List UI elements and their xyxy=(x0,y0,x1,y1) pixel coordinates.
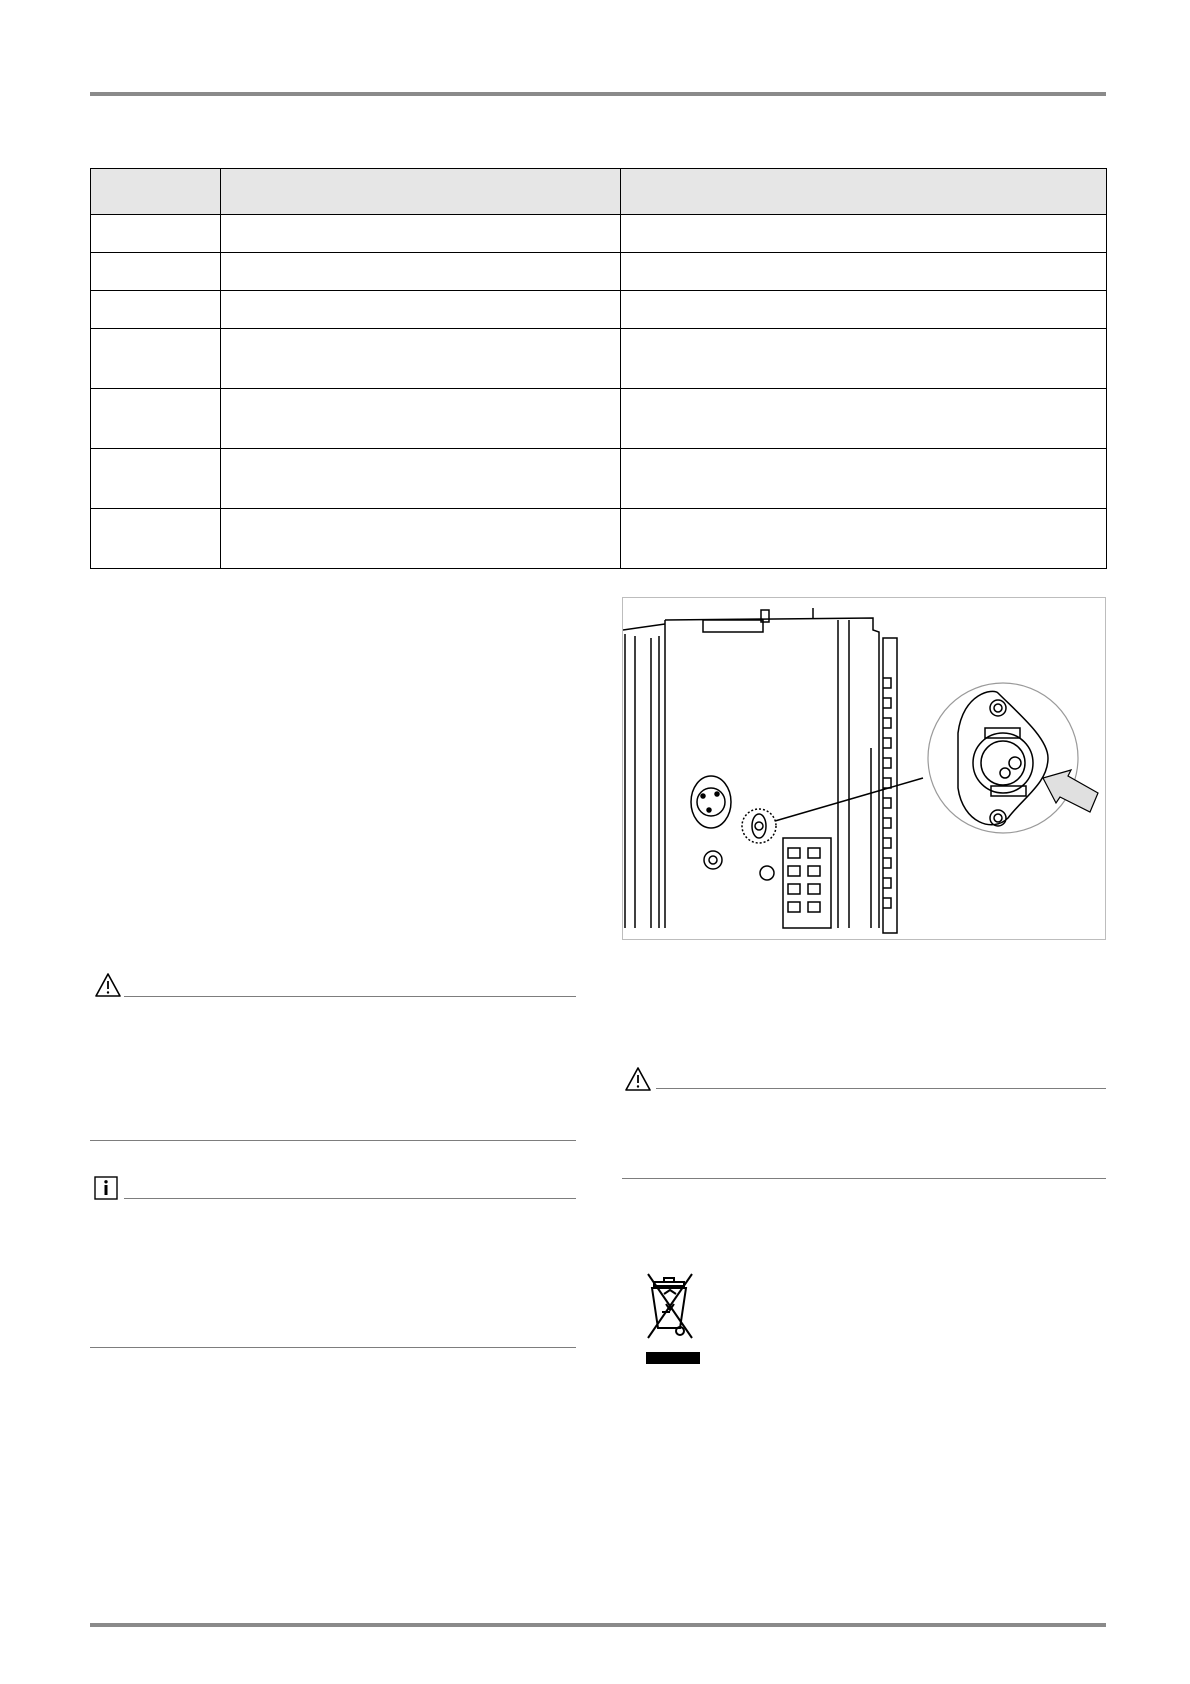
table-cell xyxy=(621,509,1107,569)
notice-top-rule xyxy=(124,1198,576,1199)
table-row xyxy=(91,291,1107,329)
table-cell xyxy=(221,291,621,329)
notice-top-rule xyxy=(656,1088,1106,1089)
table-cell xyxy=(621,215,1107,253)
info-icon xyxy=(94,1176,118,1200)
table-cell xyxy=(91,449,221,509)
warning-triangle-icon xyxy=(624,1066,652,1092)
warning-notice-right xyxy=(622,1064,1106,1178)
table-cell xyxy=(621,449,1107,509)
crossed-out-wheelie-bin-icon xyxy=(630,1268,710,1368)
table-cell xyxy=(91,509,221,569)
notice-top-rule xyxy=(124,996,576,997)
table-cell xyxy=(91,329,221,389)
table-header-cell xyxy=(91,169,221,215)
table-row xyxy=(91,329,1107,389)
table-cell xyxy=(91,215,221,253)
table-header-cell xyxy=(221,169,621,215)
table-row xyxy=(91,509,1107,569)
notice-bottom-rule xyxy=(622,1178,1106,1179)
thermostat-figure xyxy=(622,597,1106,940)
table-cell xyxy=(221,449,621,509)
table-row xyxy=(91,449,1107,509)
table-cell xyxy=(621,253,1107,291)
spec-table xyxy=(90,168,1107,569)
thermostat-detail-illustration xyxy=(623,598,1105,939)
table-row xyxy=(91,215,1107,253)
table-cell xyxy=(91,291,221,329)
table-header-cell xyxy=(621,169,1107,215)
table-cell xyxy=(221,329,621,389)
table-cell xyxy=(91,253,221,291)
table-cell xyxy=(621,329,1107,389)
table-row xyxy=(91,253,1107,291)
table-cell xyxy=(91,389,221,449)
table-row xyxy=(91,389,1107,449)
table-cell xyxy=(221,509,621,569)
warning-notice-left xyxy=(90,970,576,1140)
table-cell xyxy=(621,291,1107,329)
warning-triangle-icon xyxy=(94,972,122,998)
table-cell xyxy=(221,215,621,253)
header-rule xyxy=(90,92,1106,96)
table-cell xyxy=(221,253,621,291)
table-cell xyxy=(621,389,1107,449)
table-header-row xyxy=(91,169,1107,215)
footer-rule xyxy=(90,1623,1106,1627)
table-cell xyxy=(221,389,621,449)
info-notice-left xyxy=(90,1172,576,1347)
notice-bottom-rule xyxy=(90,1140,576,1141)
notice-bottom-rule xyxy=(90,1347,576,1348)
